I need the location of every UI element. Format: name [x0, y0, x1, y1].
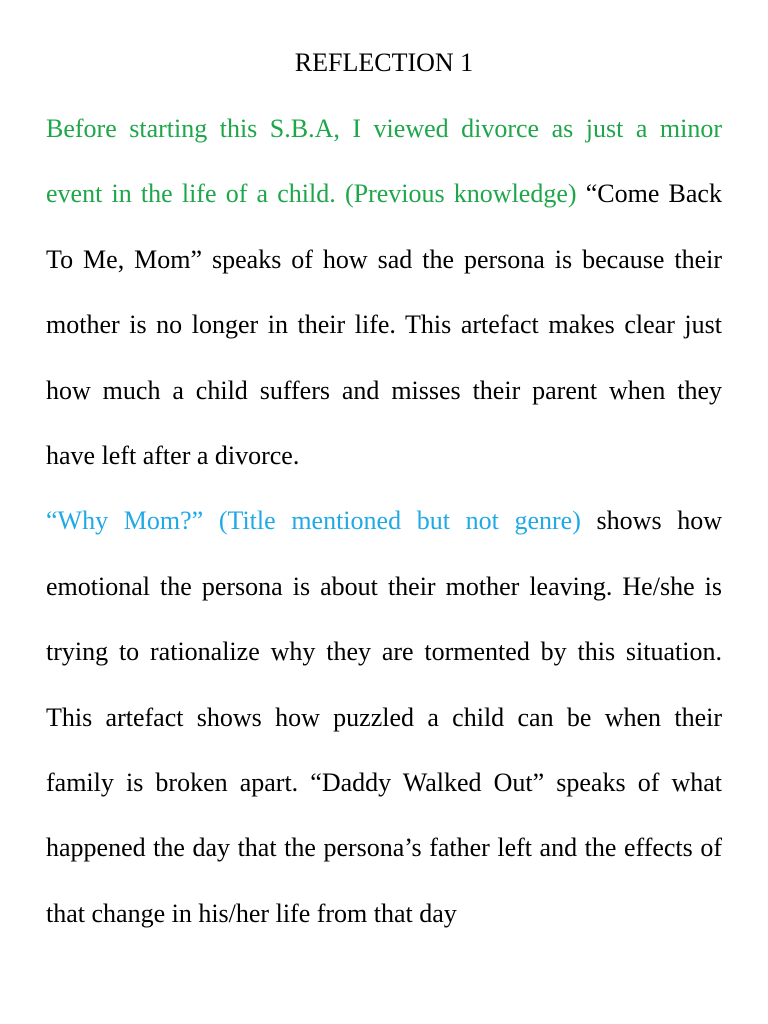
title-mentioned-annotation: “Why Mom?” (Title mentioned but not genre) [46, 506, 581, 536]
paragraph-2-text: shows how emotional the persona is about their mother leaving. He/she is trying to rationalize why they are tormented by this situation. This artefact shows how puzzled a child can be when their family is broken apart. “Daddy Walked Out” speaks of what happened the day that the persona’s father left and the effects of that change in his/her life from that day [46, 506, 722, 928]
paragraph-1 [46, 96, 722, 488]
paragraph-2 [46, 488, 722, 946]
previous-knowledge-annotation: Before starting this S.B.A, I viewed divorce as just a minor event in the life of a child. (Previous knowledge) [46, 114, 722, 209]
reflection-body [46, 96, 722, 946]
paragraph-1-text: “Come Back To Me, Mom” speaks of how sad the persona is because their mother is no longer in their life. This artefact makes clear just how much a child suffers and misses their parent when they have left after a divorce. [46, 179, 722, 471]
reflection-title: REFLECTION 1 [294, 48, 474, 77]
